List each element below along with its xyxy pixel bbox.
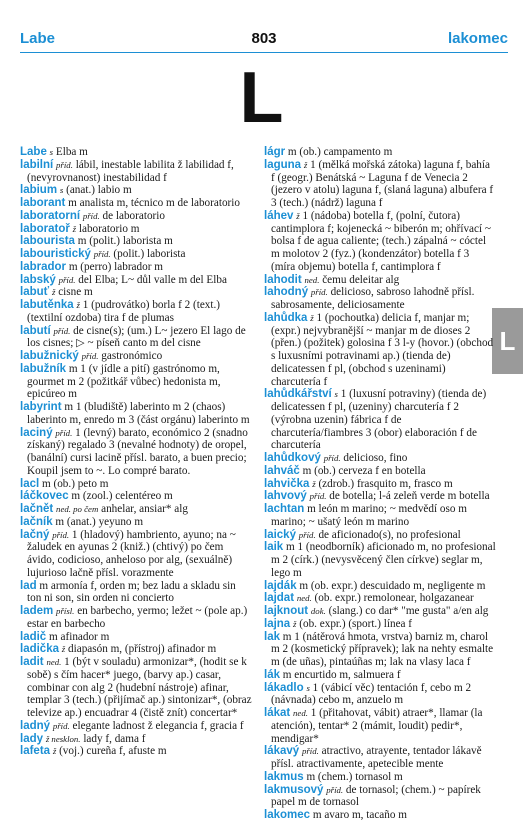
running-header [20,29,508,49]
dictionary-entry [20,643,252,656]
entry-definition: 1 (být v souladu) armonizar*, (hodit se k sobě) s čím hacer* juego, (barvy ap.) casar, combinar con alg 2 (hudební nástroje) afinar, templar 3 (tech.) (přijímač ap.) sintonizar*, (obraz televize ap.) encuadrar 4 (čistě znít) concertar* [27,656,252,719]
entry-grammar-label: ž [72,223,77,234]
entry-grammar-label: příd. [53,325,71,336]
dictionary-entry [20,529,252,580]
entry-headword: lahůdkářství [264,388,332,401]
entry-grammar-label: ž [76,300,80,310]
entry-grammar-label: s [334,389,338,400]
entry-definition: m (polit.) laborista m [74,235,173,248]
entry-headword: ladička [20,643,59,656]
entry-definition: m encurtido m, salmuera f [280,668,401,681]
entry-grammar-label: příd. [93,249,111,259]
entry-grammar-label: ned. [293,708,308,718]
entry-grammar-label: příd. [58,274,76,285]
entry-headword: lahůdka [264,311,308,324]
dictionary-entry [264,146,496,159]
entry-headword: lachtan [264,503,305,515]
entry-headword: labrador [20,260,67,273]
dictionary-entry [20,427,252,478]
dictionary-entry [20,286,252,299]
entry-definition: (slang.) co dar* "me gusta" a/en alg [325,605,489,617]
entry-headword: laborant [20,197,66,209]
entry-headword: laboratorní [20,209,81,222]
entry-grammar-label: ž [52,746,57,757]
dictionary-entry [20,580,252,606]
entry-grammar-label: příd. [82,210,100,221]
entry-grammar-label: příd. [323,453,341,463]
dictionary-entry [20,350,252,363]
entry-grammar-label: ž [293,618,297,629]
entry-definition: delicioso, fino [340,452,408,464]
entry-headword: lahváč [264,464,300,477]
dictionary-entry [264,541,496,579]
dictionary-entry [264,478,496,491]
entry-headword: lajdat [264,592,295,605]
dictionary-entry [264,465,496,478]
entry-headword: labský [20,273,56,286]
entry-definition: Elba m [53,146,88,158]
dictionary-entry [20,605,252,631]
dictionary-entry [264,631,496,669]
entry-headword: laguna [264,158,302,171]
entry-headword: lačnět [20,503,54,515]
entry-grammar-label: příd. [55,427,73,438]
dictionary-entry [264,529,496,542]
thumb-index-tab: L [492,308,523,374]
dictionary-entry [264,707,496,745]
entry-definition: m 1 (nátěrová hmota, vrstva) barniz m, charol m 2 (kosmetický přípravek); lak na nehty esmalte m (de uñas), pintaúñas m; lak na vlasy laca f [271,630,494,668]
entry-definition: m analista m, técnico m de laboratorio [65,197,240,209]
dictionary-entry [20,503,252,516]
dictionary-entry [264,618,496,631]
entry-definition: m armonía f, orden m; bez ladu a skladu sin ton ni son, sin orden ni concierto [27,579,236,605]
entry-definition: 1 (mělká mořská zátoka) laguna f, bahía f (geogr.) Benátská ~ Laguna f de Venecia 2 (jezero v atolu) laguna f, (slaná laguna) albufera f 3 (tech.) (nádrž) laguna f [271,158,494,209]
entry-definition: atractivo, atrayente, tentador lákavě přísl. atractivamente, apetecible mente [271,745,482,770]
dictionary-entry [20,299,252,325]
entry-headword: láhev [264,209,294,222]
dictionary-entry [20,210,252,223]
dictionary-entry [20,325,252,351]
dictionary-entry [264,210,496,274]
entry-definition: 1 (levný) barato, económico 2 (snadno získaný) regalado 3 (nevalné hodnoty) de oropel, (banální) cursi lacině přísl. barato, a buen precio; Koupil jsem to ~. Lo compré barato. [27,426,248,477]
entry-grammar-label: ž [310,312,314,323]
dictionary-entry [20,248,252,261]
dictionary-entry [264,605,496,618]
entry-headword: lakmusový [264,783,324,796]
entry-definition: 1 (pudrovátko) borla f 2 (text.) (textilní ozdoba) tira f de plumas [27,299,221,324]
dictionary-entry [20,490,252,503]
entry-grammar-label: ned. [296,593,312,604]
entry-headword: Labe [20,146,47,158]
entry-headword: lákat [264,707,291,719]
dictionary-entry [264,490,496,503]
entry-headword: lahvový [264,490,307,503]
entry-headword: lákadlo [264,681,304,694]
dictionary-entry [264,771,496,784]
entry-definition: m (ob.) campamento m [285,146,393,158]
header-rule [20,52,508,53]
entry-headword: lák [264,668,280,681]
dictionary-entry [20,631,252,644]
entry-headword: ladič [20,630,47,643]
entry-definition: de laboratorio [99,209,165,222]
entry-definition: (voj.) cureña f, afuste m [56,745,167,758]
dictionary-entry [264,312,496,389]
guide-word-first: Labe [20,30,56,47]
dictionary-entry [20,745,252,758]
entry-grammar-label: ž nesklon. [45,733,81,744]
dictionary-entry [264,452,496,465]
entry-headword: lačník [20,515,53,528]
entry-headword: lacl [20,477,40,490]
entry-definition: (ob. expr.) remolonear, holgazanear [311,592,474,605]
entry-headword: labouristický [20,248,91,260]
entry-definition: 1 (pochoutka) delicia f, manjar m; (expr.) nejvybranější ~ manjar m de dioses 2 (přen.) (požitek) golosina f 3 l-y (hovor.) (obchod s luxusními potravinami ap.) (tienda de) delicatessen f pl, (obchod s uzeninami) charcutería f [271,311,494,388]
dictionary-entry [264,809,496,822]
entry-definition: m afinador m [46,630,110,643]
entry-grammar-label: s [306,682,310,693]
entry-headword: lágr [264,146,286,158]
entry-definition: m 1 (neodborník) aficionado m, no profesional m 2 (círk.) (nevysvěcený člen církve) seglar m, lego m [271,541,496,579]
entry-definition: (anat.) labio m [63,184,132,197]
dictionary-column-left [20,146,252,758]
entry-headword: labyrint [20,401,62,413]
page-number: 803 [251,30,277,47]
entry-definition: gastronómico [98,350,163,362]
dictionary-entry [264,274,496,287]
entry-grammar-label: příd. [301,746,319,757]
entry-definition: čemu deleitar alg [319,273,400,286]
entry-headword: lahůdkový [264,452,321,464]
entry-grammar-label: ned. [46,657,62,667]
entry-headword: lady [20,732,44,745]
entry-definition: (ob. expr.) (sport.) línea f [296,617,413,630]
entry-definition: m (perro) labrador m [66,260,163,273]
entry-headword: lajknout [264,605,309,617]
dictionary-entry [20,197,252,210]
entry-headword: láčkovec [20,490,69,503]
entry-headword: lajna [264,617,291,630]
entry-definition: m (ob.) cerveza f en botella [299,464,426,477]
entry-definition: (zdrob.) frasquito m, frasco m [315,477,453,490]
entry-definition: anhelar, ansiar* alg [98,503,188,515]
entry-headword: lahodný [264,286,309,299]
section-letter: L [239,58,284,138]
dictionary-entry [20,363,252,401]
entry-definition: m 1 (bludiště) laberinto m 2 (chaos) laberinto m, enredo m 3 (část orgánu) laberinto m [27,401,250,426]
dictionary-entry [20,146,252,159]
entry-headword: lajdák [264,579,297,592]
entry-definition: m (ob.) peto m [39,477,109,490]
entry-definition: 1 (nádoba) botella f, (polní, čutora) cantimplora f; kojenecká ~ biberón m; ohřívací ~ bolsa f de agua caliente; (tech.) zápalná ~ cóctel m molotov 2 (fyz.) (kondenzátor) botella f 3 (míra objemu) botella f, cantimplora f [271,209,491,273]
dictionary-entry [264,784,496,810]
entry-grammar-label: ž [51,287,56,298]
entry-grammar-label: ned. po čem [56,504,99,514]
entry-headword: laik [264,541,284,554]
entry-grammar-label: příd. [309,491,327,502]
entry-definition: 1 (přitahovat, vábit) atraer*, llamar (la atención), tentar* 2 (mámit, loudit) pedir*, mendigar* [271,707,483,745]
entry-grammar-label: ned. [304,274,320,285]
entry-headword: ladit [20,656,44,668]
entry-definition: m (anat.) yeyuno m [52,515,144,528]
entry-headword: lak [264,630,280,643]
entry-headword: lačný [20,528,50,541]
dictionary-entry [20,516,252,529]
dictionary-entry [20,223,252,236]
entry-grammar-label: příd. [298,529,316,540]
dictionary-entry [20,274,252,287]
guide-word-last: lakomec [447,30,508,47]
entry-definition: de cisne(s); (um.) L~ jezero El lago de los cisnes; ▷ ~ píseň canto m del cisne [27,324,246,350]
entry-headword: lakomec [264,809,311,821]
entry-headword: labuť [20,286,50,299]
entry-grammar-label: s [59,185,64,196]
dictionary-entry [20,235,252,248]
dictionary-entry [20,478,252,491]
entry-definition: elegante ladnost ž elegancia f, gracia f [69,719,244,732]
dictionary-column-right [264,146,496,822]
dictionary-entry [264,159,496,210]
entry-headword: lafeta [20,745,51,758]
entry-headword: labilní [20,158,54,171]
dictionary-entry [264,580,496,593]
entry-definition: 1 (hladový) hambriento, ayuno; na ~ žaludek en ayunas 2 (kniž.) (chtivý) po čem ávido, codicioso, anheloso por alg, (sexuálně) lujurioso lačně přísl. vorazmente [27,528,236,579]
entry-grammar-label: dok. [310,606,326,616]
entry-definition: 1 (vábicí věc) tentación f, cebo m 2 (návnada) cebo m, anzuelo m [271,681,472,707]
entry-headword: lahvička [264,477,310,490]
entry-grammar-label: ž [303,159,308,170]
entry-grammar-label: ž [296,210,300,221]
entry-definition: de aficionado(s), no profesional [315,528,461,541]
entry-grammar-label: příd. [310,287,328,298]
entry-headword: laboratoř [20,222,70,235]
dictionary-entry [264,503,496,529]
entry-grammar-label: příd. [326,784,344,795]
entry-definition: de botella; l-á zeleň verde m botella [326,490,490,503]
entry-headword: lákavý [264,745,300,758]
entry-grammar-label: ž [61,644,66,655]
entry-definition: m (ob. expr.) descuidado m, negligente m [296,579,486,592]
dictionary-entry [20,733,252,746]
dictionary-entry [264,682,496,708]
entry-headword: labourista [20,235,75,248]
dictionary-entry [20,159,252,185]
entry-headword: labužnický [20,350,79,362]
dictionary-entry [264,286,496,312]
entry-grammar-label: přísl. [56,606,75,616]
entry-definition: m avaro m, tacaño m [310,809,407,821]
entry-grammar-label: ž [312,478,316,489]
dictionary-entry [20,261,252,274]
entry-definition: cisne m [55,286,93,299]
entry-definition: lábil, inestable labilita ž labilidad f, (nevyrovnanost) inestabilidad f [27,158,234,184]
dictionary-entry [20,720,252,733]
entry-grammar-label: příd. [81,351,99,361]
entry-headword: lahodit [264,273,302,286]
entry-grammar-label: příd. [52,529,70,540]
entry-definition: laboratorio m [76,222,140,235]
entry-definition: 1 (luxusní potraviny) (tienda de) delicatessen f pl, (uzeniny) charcutería f 2 (výrobna uzenin) fábrica f de charcutería/fiambres 3 (obor) elaboración f de charcutería [271,388,487,452]
dictionary-entry [20,184,252,197]
entry-definition: m 1 (v jídle a pití) gastrónomo m, gourmet m 2 (požitkář vůbec) hedonista m, epicúreo m [27,362,221,401]
entry-headword: lad [20,579,37,592]
entry-grammar-label: příd. [56,159,73,170]
entry-grammar-label: příd. [52,720,70,731]
entry-headword: laciný [20,426,53,439]
entry-definition: del Elba; L~ důl valle m del Elba [75,273,227,286]
dictionary-entry [20,656,252,720]
entry-headword: labužník [20,362,67,375]
entry-definition: m león m marino; ~ medvědí oso m marino; ~ ušatý león m marino [271,503,467,528]
entry-headword: laický [264,528,296,541]
entry-definition: delicioso, sabroso lahodně přísl. sabrosamente, deliciosamente [271,286,475,311]
entry-grammar-label: s [49,147,54,157]
entry-headword: labutí [20,324,51,337]
dictionary-entry [264,745,496,771]
entry-definition: (polit.) laborista [110,248,186,260]
entry-definition: m (zool.) celentéreo m [68,490,173,503]
entry-definition: de tornasol; (chem.) ~ papírek papel m de tornasol [271,783,481,809]
entry-definition: m (chem.) tornasol m [303,770,403,783]
dictionary-entry [264,669,496,682]
entry-definition: lady f, dama f [80,732,146,745]
entry-headword: ladný [20,719,51,732]
dictionary-entry [264,592,496,605]
entry-headword: labium [20,184,58,197]
entry-headword: ladem [20,605,54,617]
dictionary-entry [264,388,496,452]
entry-headword: labutěnka [20,299,74,311]
entry-definition: diapasón m, (přístroj) afinador m [65,643,217,656]
dictionary-entry [20,401,252,427]
entry-definition: en barbecho, yermo; ležet ~ (pole ap.) estar en barbecho [27,605,248,630]
entry-headword: lakmus [264,770,304,783]
